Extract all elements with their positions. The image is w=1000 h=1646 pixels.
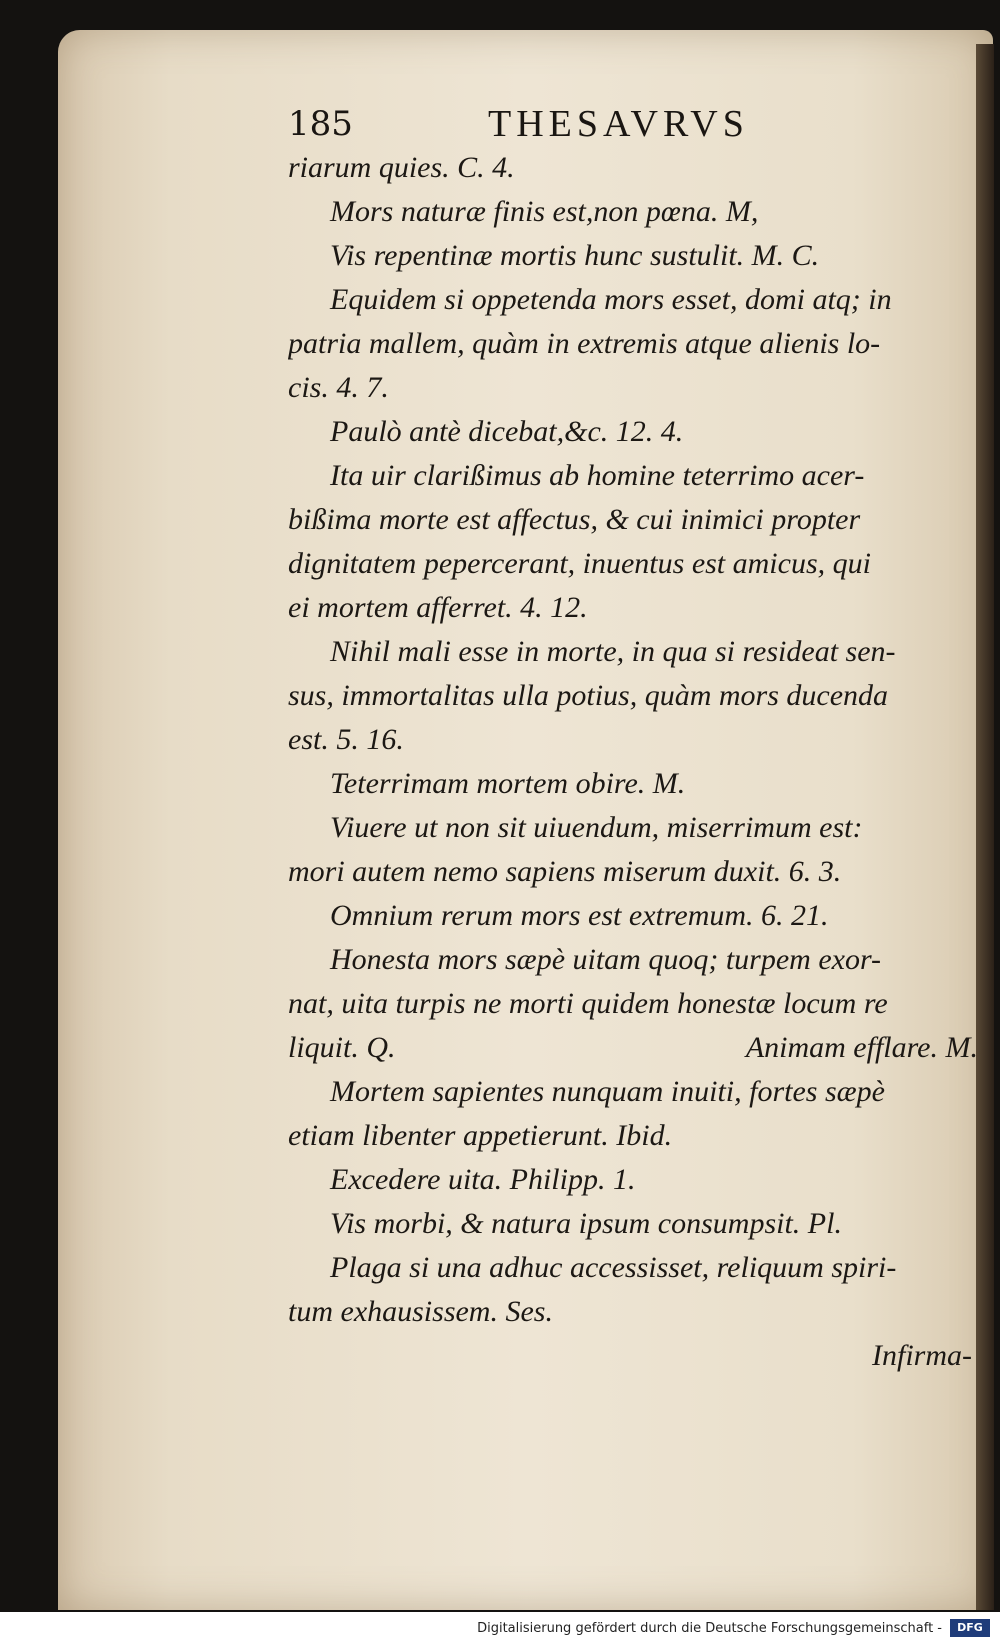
text-line: Mors naturæ finis est,non pœna. M, (330, 195, 759, 228)
text-line: Excedere uita. Philipp. 1. (330, 1163, 636, 1196)
text-line: patria mallem, quàm in extremis atque alienis lo- (288, 327, 881, 360)
page-edge (976, 44, 994, 1610)
digitization-footer (0, 1612, 1000, 1646)
catchword: Infirma- (872, 1339, 972, 1372)
text-line: mori autem nemo sapiens miserum duxit. 6. 3. (288, 855, 842, 888)
text-line: Teterrimam mortem obire. M. (330, 767, 686, 800)
text-line: Paulò antè dicebat,&c. 12. 4. (330, 415, 684, 448)
text-line: Honesta mors sæpè uitam quoq; turpem exor- (330, 943, 882, 976)
text-line: nat, uita turpis ne morti quidem honestæ locum re (288, 987, 888, 1020)
text-line: ei mortem afferret. 4. 12. (288, 591, 588, 624)
page-number: 185 (288, 104, 353, 144)
page-header (288, 100, 978, 148)
text-line: Mortem sapientes nunquam inuiti, fortes sæpè (330, 1075, 885, 1108)
text-line: Ita uir clarißimus ab homine teterrimo acer- (330, 459, 865, 492)
dfg-logo-icon: DFG (950, 1619, 990, 1637)
text-line: Omnium rerum mors est extremum. 6. 21. (330, 899, 829, 932)
text-line-split (288, 1026, 978, 1070)
text-line: Viuere ut non sit uiuendum, miserrimum est: (330, 811, 863, 844)
text-line: Vis morbi, & natura ipsum consumpsit. Pl. (330, 1207, 842, 1240)
text-line-part: liquit. Q. (288, 1031, 396, 1064)
text-line: etiam libenter appetierunt. Ibid. (288, 1119, 673, 1152)
text-line: sus, immortalitas ulla potius, quàm mors ducenda (288, 679, 889, 712)
text-line: Vis repentinæ mortis hunc sustulit. M. C. (330, 239, 820, 272)
text-line: est. 5. 16. (288, 723, 404, 756)
text-line-part: Animam efflare. M. (745, 1031, 978, 1064)
text-block (288, 146, 978, 1378)
text-line: Plaga si una adhuc accessisset, reliquum spiri- (330, 1251, 897, 1284)
text-line: tum exhausissem. Ses. (288, 1295, 553, 1328)
running-head: THESAVRVS (488, 103, 749, 145)
text-line: riarum quies. C. 4. (288, 151, 515, 184)
text-line: Nihil mali esse in morte, in qua si resideat sen- (330, 635, 896, 668)
text-line: bißima morte est affectus, & cui inimici propter (288, 503, 861, 536)
funding-credit: Digitalisierung gefördert durch die Deutsche Forschungsgemeinschaft - (477, 1621, 942, 1636)
text-line: Equidem si oppetenda mors esset, domi atq; in (330, 283, 892, 316)
text-line: dignitatem pepercerant, inuentus est amicus, qui (288, 547, 871, 580)
text-line: cis. 4. 7. (288, 371, 389, 404)
